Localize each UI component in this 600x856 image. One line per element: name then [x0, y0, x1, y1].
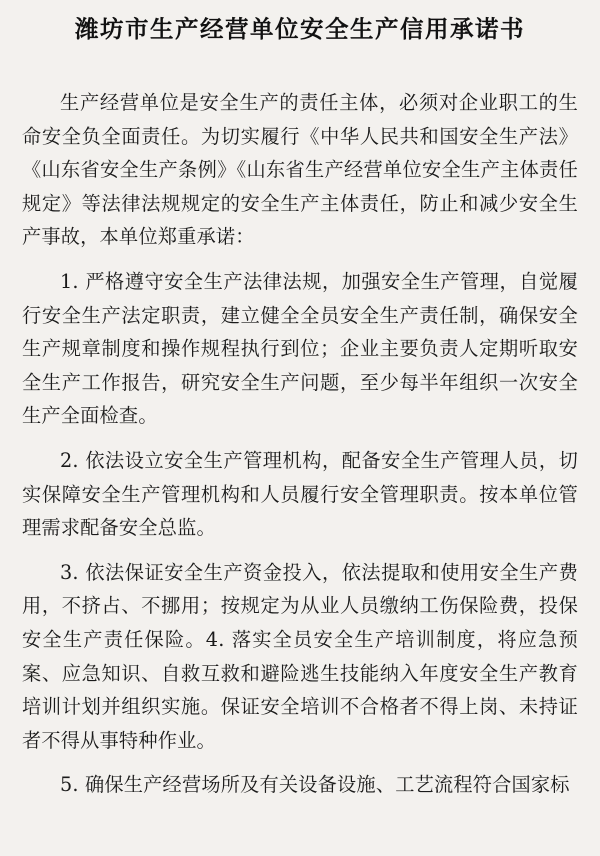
commitment-item-5: 5. 确保生产经营场所及有关设备设施、工艺流程符合国家标 [60, 773, 570, 797]
document-title: 潍坊市生产经营单位安全生产信用承诺书 [75, 15, 525, 43]
document-body [22, 86, 578, 802]
commitment-item-3-4: 3. 依法保证安全生产资金投入，依法提取和使用安全生产费用，不挤占、不挪用；按规定为从业人员缴纳工伤保险费，投保安全生产责任保险。4. 落实全员安全生产培训制度，将应急预案、应急知识、自救互救和避险逃生技能纳入年度安全生产教育培训计划并组织实施。保证安全培训不合格者不得上岗、未持证者不得从事特种作业。 [22, 560, 578, 752]
intro-paragraph: 生产经营单位是安全生产的责任主体，必须对企业职工的生命安全负全面责任。为切实履行《中华人民共和国安全生产法》《山东省安全生产条例》《山东省生产经营单位安全生产主体责任规定》等法律法规规定的安全生产主体责任，防止和减少安全生产事故，本单位郑重承诺： [22, 91, 578, 249]
commitment-item-1: 1. 严格遵守安全生产法律法规，加强安全生产管理，自觉履行安全生产法定职责，建立健全全员安全生产责任制，确保安全生产规章制度和操作规程执行到位；企业主要负责人定期听取安全生产工作报告，研究安全生产问题，至少每半年组织一次安全生产全面检查。 [22, 269, 578, 428]
commitment-item-2: 2. 依法设立安全生产管理机构，配备安全生产管理人员，切实保障安全生产管理机构和人员履行安全管理职责。按本单位管理需求配备安全总监。 [22, 448, 578, 540]
